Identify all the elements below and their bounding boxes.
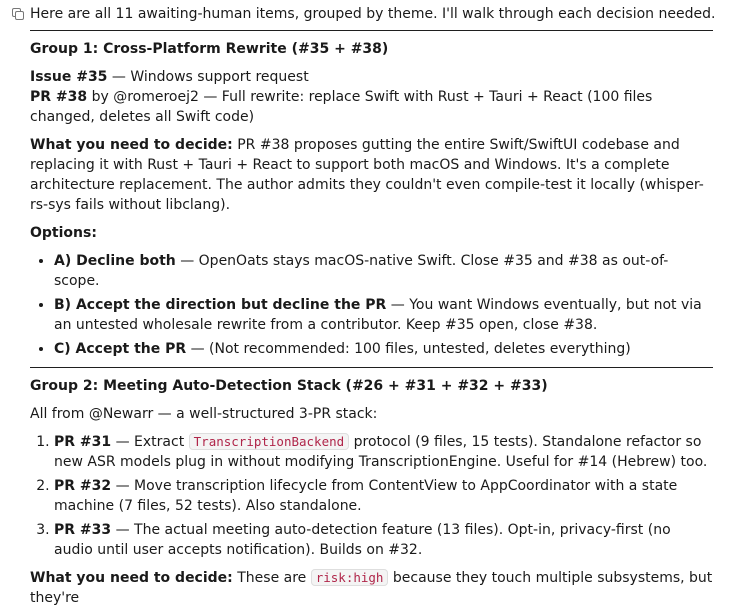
pr-text: — The actual meeting auto-detection feature (13 files). Opt-in, privacy-first (no audio until user accepts notification). Builds on #32. bbox=[54, 522, 671, 558]
divider bbox=[30, 367, 713, 368]
group1-refs bbox=[30, 67, 713, 127]
group2-decision bbox=[30, 568, 713, 608]
intro-line bbox=[12, 4, 715, 24]
group2-heading: Group 2: Meeting Auto-Detection Stack (#26 + #31 + #32 + #33) bbox=[30, 378, 548, 394]
pr-text: — Move transcription lifecycle from ContentView to AppCoordinator with a state machine (7 files, 52 tests). Also standalone. bbox=[54, 478, 678, 514]
copy-icon[interactable] bbox=[12, 8, 24, 20]
message-body bbox=[30, 30, 713, 616]
intro-text: Here are all 11 awaiting-human items, grouped by theme. I'll walk through each decision needed. bbox=[30, 6, 716, 22]
option-text: — OpenOats stays macOS-native Swift. Close #35 and #38 as out-of-scope. bbox=[54, 253, 669, 289]
decide-label: What you need to decide: bbox=[30, 570, 233, 586]
pr-text: by @romeroej2 — Full rewrite: replace Swift with Rust + Tauri + React (100 files changed, deletes all Swift code) bbox=[30, 89, 653, 125]
group1-heading: Group 1: Cross-Platform Rewrite (#35 + #38) bbox=[30, 41, 389, 57]
group2-intro: All from @Newarr — a well-structured 3-PR stack: bbox=[30, 406, 378, 422]
options-label: Options: bbox=[30, 225, 97, 241]
pr-text: — Extract bbox=[111, 434, 189, 450]
option-label: A) Decline both bbox=[54, 253, 176, 269]
pr-ref: PR #31 bbox=[54, 434, 112, 450]
decide-label: What you need to decide: bbox=[30, 137, 233, 153]
options-list bbox=[30, 251, 713, 359]
decide-text: PR #38 proposes gutting the entire Swift/SwiftUI codebase and replacing it with Rust + Tauri + React to support both macOS and Windows. It's a complete architecture replacement. The author admits they couldn't even compile-test it locally (whisper-rs-sys fails without libclang). bbox=[30, 137, 704, 213]
list-item bbox=[54, 432, 713, 472]
issue-text: — Windows support request bbox=[107, 69, 309, 85]
inline-code: TranscriptionBackend bbox=[189, 433, 350, 450]
list-item bbox=[54, 476, 713, 516]
option-label: C) Accept the PR bbox=[54, 341, 187, 357]
option-label: B) Accept the direction but decline the PR bbox=[54, 297, 387, 313]
options-heading bbox=[30, 223, 713, 243]
pr-ref: PR #32 bbox=[54, 478, 112, 494]
option-text: — You want Windows eventually, but not via an untested wholesale rewrite from a contributor. Keep #35 open, close #38. bbox=[54, 297, 702, 333]
pr-ref: PR #38 bbox=[30, 89, 88, 105]
list-item bbox=[54, 339, 713, 359]
pr-text: protocol (9 files, 15 tests). Standalone refactor so new ASR models plug in without modifying TranscriptionEngine. Useful for #14 (Hebrew) too. bbox=[54, 434, 708, 470]
group1-decision bbox=[30, 135, 713, 215]
list-item bbox=[54, 520, 713, 560]
decide-text: because they touch multiple subsystems, but they're bbox=[30, 570, 713, 606]
list-item bbox=[54, 295, 713, 335]
decide-text: These are bbox=[232, 570, 311, 586]
issue-ref: Issue #35 bbox=[30, 69, 108, 85]
divider bbox=[30, 30, 713, 31]
inline-code: risk:high bbox=[311, 569, 389, 586]
pr-list bbox=[30, 432, 713, 560]
list-item bbox=[54, 251, 713, 291]
pr-ref: PR #33 bbox=[54, 522, 112, 538]
option-text: — (Not recommended: 100 files, untested, deletes everything) bbox=[186, 341, 631, 357]
